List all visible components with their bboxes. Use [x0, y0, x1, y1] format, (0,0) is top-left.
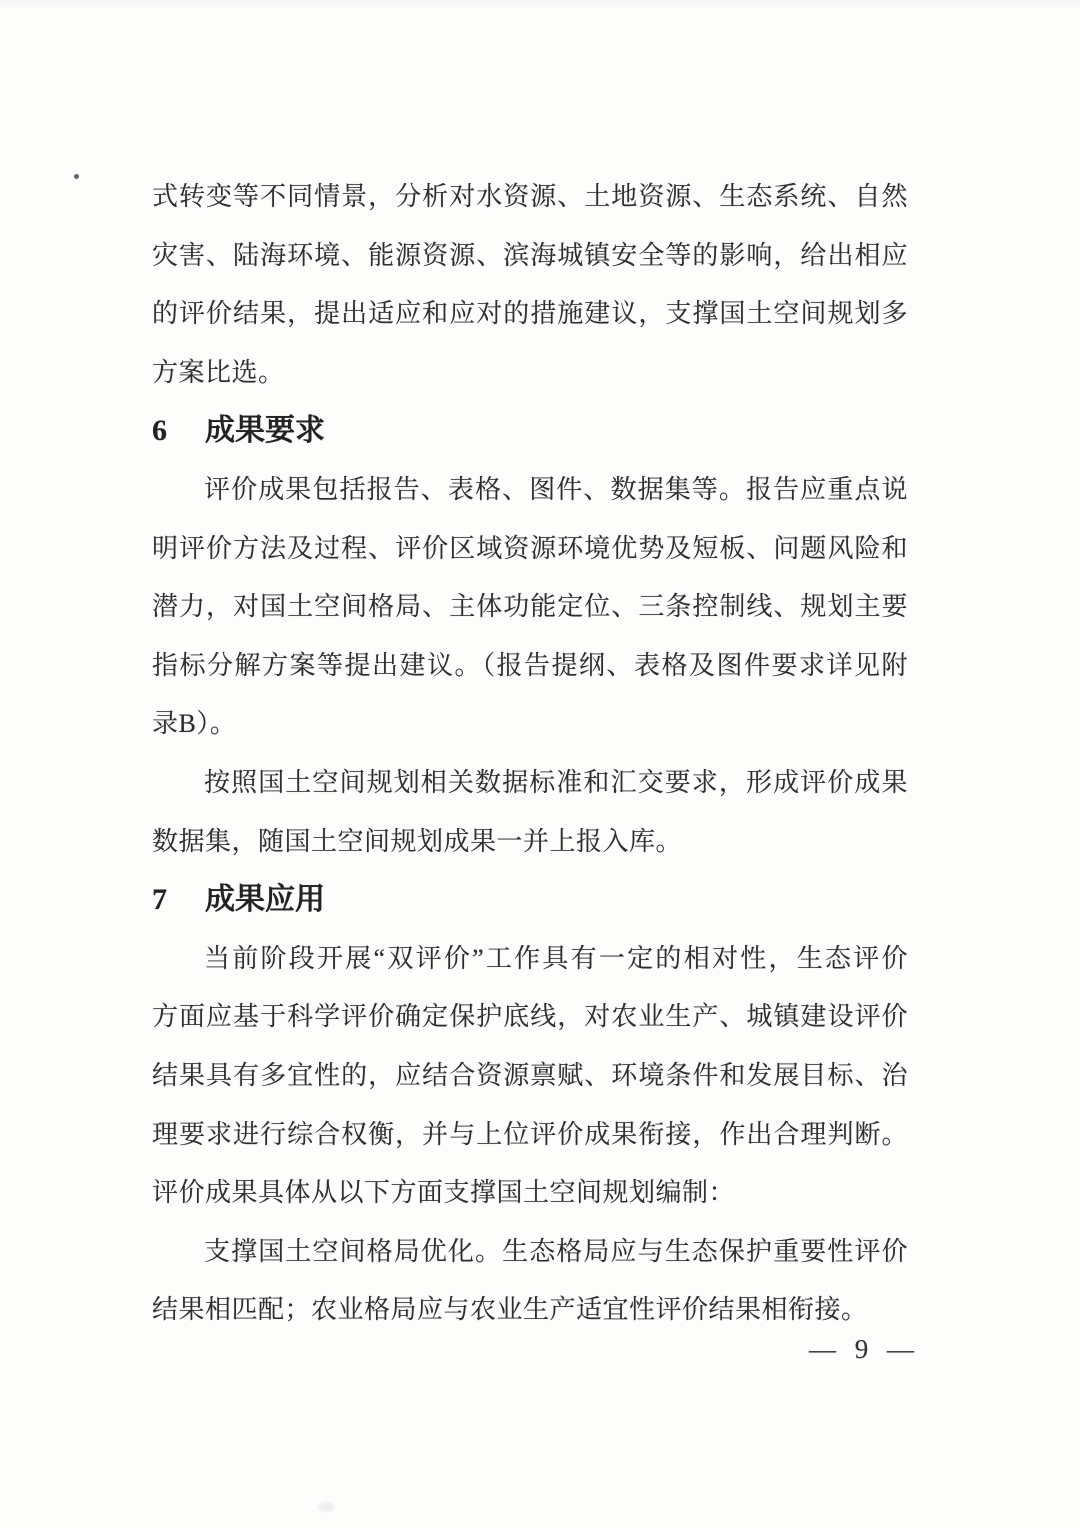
body-line: 式转变等不同情景，分析对水资源、土地资源、生态系统、自然: [152, 182, 908, 211]
body-line: 按照国土空间规划相关数据标准和汇交要求，形成评价成果: [204, 767, 908, 797]
body-line: 灾害、陆海环境、能源资源、滨海城镇安全等的影响，给出相应: [152, 240, 908, 270]
body-line: 的评价结果，提出适应和应对的措施建议，支撑国土空间规划多: [152, 299, 908, 329]
section-heading: [152, 871, 908, 930]
body-line: 明评价方法及过程、评价区域资源环境优势及短板、问题风险和: [152, 533, 908, 563]
document-body: [152, 168, 908, 1340]
page-number: — 9 —: [809, 1334, 920, 1364]
paragraph: [152, 1223, 908, 1340]
body-line: 理要求进行综合权衡，并与上位评价成果衔接，作出合理判断。: [152, 1119, 908, 1149]
paragraph: [152, 168, 908, 402]
section-heading: [152, 402, 908, 461]
paragraph: [152, 754, 908, 871]
body-line: 评价成果包括报告、表格、图件、数据集等。报告应重点说: [204, 474, 908, 504]
paragraph: [152, 461, 908, 754]
scan-artifact-smudge: [318, 1502, 334, 1512]
section-number: 6: [152, 414, 167, 448]
body-line: 方面应基于科学评价确定保护底线，对农业生产、城镇建设评价: [152, 1002, 908, 1032]
section-title: 成果应用: [205, 883, 325, 917]
body-line: 数据集，随国土空间规划成果一并上报入库。: [152, 826, 683, 856]
body-line: 潜力，对国土空间格局、主体功能定位、三条控制线、规划主要: [152, 592, 908, 622]
body-line: 结果具有多宜性的，应结合资源禀赋、环境条件和发展目标、治: [152, 1060, 908, 1090]
body-line: 支撑国土空间格局优化。生态格局应与生态保护重要性评价: [204, 1236, 908, 1266]
paragraph: [152, 930, 908, 1223]
body-line: 当前阶段开展“双评价”工作具有一定的相对性，生态评价: [204, 943, 908, 973]
section-title: 成果要求: [205, 414, 325, 448]
body-line: 方案比选。: [152, 357, 285, 387]
scan-artifact-dot: [74, 174, 79, 179]
body-line: 评价成果具体从以下方面支撑国土空间规划编制：: [152, 1178, 736, 1208]
body-line: 指标分解方案等提出建议。（报告提纲、表格及图件要求详见附: [152, 650, 908, 680]
section-number: 7: [152, 883, 167, 917]
body-line: 录B）。: [152, 709, 237, 739]
body-line: 结果相匹配；农业格局应与农业生产适宜性评价结果相衔接。: [152, 1295, 868, 1325]
